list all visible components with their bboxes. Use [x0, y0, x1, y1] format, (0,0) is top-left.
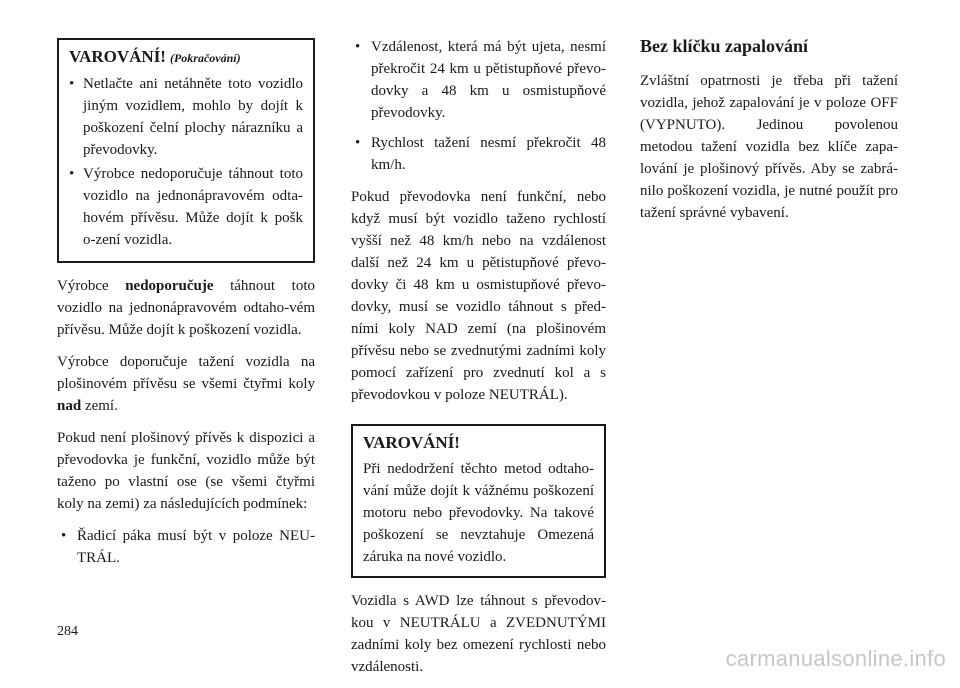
paragraph: Pokud není plošinový přívěs k dispozici a převodovka je funkční, vozidlo může být taženo po vlastní ose (se všemi čtyřmi koly na zemi) za následujících podmínek: — [57, 430, 315, 512]
condition-list — [351, 36, 606, 176]
paragraph-text: Výrobce — [57, 278, 126, 294]
watermark: carmanualsonline.info — [725, 646, 946, 671]
column-middle — [351, 36, 606, 688]
warning-title-text: VAROVÁNÍ! — [69, 47, 166, 66]
paragraph-text: táhnout toto vozidlo na jednonápravovém odtaho-vém přívěsu. Může dojít k poškození vozidla. — [57, 278, 315, 338]
column-left — [57, 38, 315, 579]
paragraph: Pokud převodovka není funkční, nebo když musí být vozidlo taženo rychlostí vyšší než 48 km/h nebo na vzdálenost další než 24 km u pětistupňové převo-dovky či 48 km u osmistupňové převo-dovky, musí se vozidlo táhnout s před-ními koly NAD zemí (na plošinovém přívěsu nebo se zvednutými zadními koly pomocí zařízení pro zvednutí kol a s převodovkou v poloze NEUTRÁL). — [351, 189, 606, 403]
list-item: • Vzdálenost, která má být ujeta, nesmí překročit 24 km u pětistupňové převo-dovky a 48 km u osmistupňové převodovky. — [351, 36, 606, 124]
warning-box-continued — [57, 38, 315, 263]
section-title: Bez klíčku zapalování — [640, 36, 809, 56]
warning-list — [69, 73, 303, 251]
page-number: 284 — [57, 624, 78, 639]
warning-box — [351, 424, 606, 578]
warning-item: • Netlačte ani netáhněte toto vozidlo jiným vozidlem, mohlo by dojít k poškození čelní plochy nárazníku a převodovky. — [69, 73, 303, 161]
warning-text: Při nedodržení těchto metod odtaho-vání může dojít k vážnému poškození motoru nebo převodovky. Na takové poškození se nevztahuje Omezená záruka na nové vozidlo. — [363, 461, 594, 565]
warning-title — [69, 46, 303, 69]
paragraph: Zvláštní opatrnosti je třeba při tažení vozidla, jehož zapalování je v poloze OFF (VYPNUTO). Jedinou povolenou metodou tažení vozidla bez klíče zapa-lování je plošinový přívěs. Aby se zabrá-nilo poškození vozidla, je nutné použít pro tažení správné vybavení. — [640, 73, 898, 221]
bold-emphasis: nad — [57, 398, 82, 414]
warning-continued-label: (Pokračování) — [169, 51, 241, 65]
condition-list — [57, 525, 315, 569]
paragraph-text: zemí. — [81, 398, 118, 414]
paragraph — [57, 351, 315, 417]
paragraph — [57, 275, 315, 341]
paragraph: Vozidla s AWD lze táhnout s převodov-kou v NEUTRÁLU a ZVEDNUTÝMI zadními koly bez omezení rychlosti nebo vzdálenosti. — [351, 593, 606, 675]
column-right — [640, 34, 898, 234]
warning-title: VAROVÁNÍ! — [363, 433, 460, 452]
paragraph-text: Výrobce doporučuje tažení vozidla na plošinovém přívěsu se všemi čtyřmi koly — [57, 354, 315, 392]
list-item: • Řadicí páka musí být v poloze NEU-TRÁL. — [57, 525, 315, 569]
bold-emphasis: nedoporučuje — [125, 278, 214, 294]
list-item: • Rychlost tažení nesmí překročit 48 km/h. — [351, 132, 606, 176]
warning-item: • Výrobce nedoporučuje táhnout toto vozidlo na jednonápravovém odta-hovém přívěsu. Může dojít k pošk o-zení vozidla. — [69, 163, 303, 251]
